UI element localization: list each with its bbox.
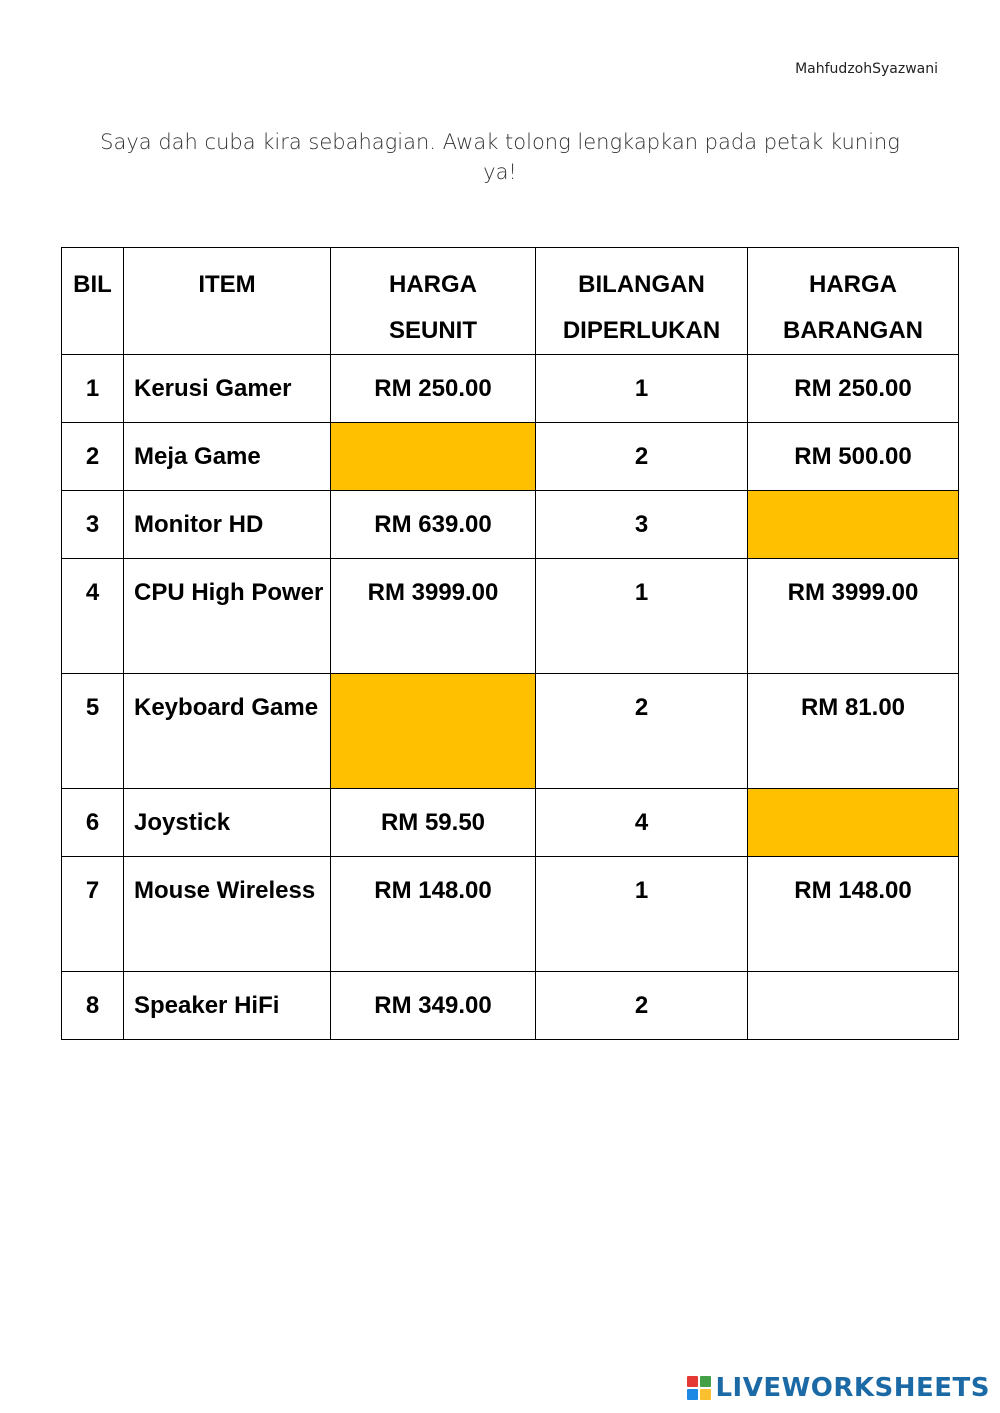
header-item: ITEM xyxy=(124,248,331,355)
cell-bil: 3 xyxy=(62,491,124,559)
cell-bil: 2 xyxy=(62,423,124,491)
cell-bil: 5 xyxy=(62,674,124,789)
logo-square-yellow xyxy=(700,1389,711,1400)
header-harga-barangan: HARGA BARANGAN xyxy=(748,248,959,355)
table-row xyxy=(62,423,959,491)
cell-harga-barangan: RM 3999.00 xyxy=(748,559,959,674)
cell-bil: 4 xyxy=(62,559,124,674)
cell-item: Monitor HD xyxy=(124,491,331,559)
header-bilangan-diperlukan: BILANGAN DIPERLUKAN xyxy=(536,248,748,355)
table-row xyxy=(62,559,959,674)
cell-bilangan: 2 xyxy=(536,674,748,789)
cell-item: Joystick xyxy=(124,789,331,857)
cell-bilangan: 1 xyxy=(536,355,748,423)
table-header-row xyxy=(62,248,959,355)
cell-bilangan: 4 xyxy=(536,789,748,857)
answer-box-harga-seunit[interactable] xyxy=(331,423,536,491)
cell-item: Meja Game xyxy=(124,423,331,491)
cell-harga-seunit: RM 250.00 xyxy=(331,355,536,423)
price-table xyxy=(61,247,959,1040)
cell-harga-seunit: RM 148.00 xyxy=(331,857,536,972)
logo-square-blue xyxy=(687,1389,698,1400)
logo-text: LIVEWORKSHEETS xyxy=(715,1373,990,1403)
answer-box-harga-barangan[interactable] xyxy=(748,491,959,559)
cell-item: CPU High Power xyxy=(124,559,331,674)
cell-harga-seunit: RM 59.50 xyxy=(331,789,536,857)
cell-item: Speaker HiFi xyxy=(124,972,331,1040)
cell-harga-barangan: RM 500.00 xyxy=(748,423,959,491)
header-bil: BIL xyxy=(62,248,124,355)
cell-bilangan: 3 xyxy=(536,491,748,559)
header-harga-seunit: HARGA SEUNIT xyxy=(331,248,536,355)
table-row xyxy=(62,972,959,1040)
instruction-text: Saya dah cuba kira sebahagian. Awak tolong lengkapkan pada petak kuning ya! xyxy=(100,130,900,184)
cell-bilangan: 2 xyxy=(536,423,748,491)
answer-box-harga-barangan[interactable] xyxy=(748,789,959,857)
table-row xyxy=(62,674,959,789)
cell-harga-seunit: RM 349.00 xyxy=(331,972,536,1040)
logo-squares-icon xyxy=(687,1376,711,1400)
cell-harga-barangan: RM 148.00 xyxy=(748,857,959,972)
cell-item: Mouse Wireless xyxy=(124,857,331,972)
cell-harga-seunit: RM 3999.00 xyxy=(331,559,536,674)
logo-square-green xyxy=(700,1376,711,1387)
liveworksheets-logo xyxy=(687,1373,990,1403)
table-row xyxy=(62,355,959,423)
answer-box-harga-seunit[interactable] xyxy=(331,674,536,789)
cell-bil: 1 xyxy=(62,355,124,423)
answer-box-harga-barangan[interactable] xyxy=(748,972,959,1040)
cell-bil: 6 xyxy=(62,789,124,857)
logo-square-red xyxy=(687,1376,698,1387)
cell-harga-barangan: RM 81.00 xyxy=(748,674,959,789)
cell-bil: 8 xyxy=(62,972,124,1040)
author-name: MahfudzohSyazwani xyxy=(795,61,938,77)
cell-item: Keyboard Game xyxy=(124,674,331,789)
cell-bilangan: 1 xyxy=(536,857,748,972)
table-row xyxy=(62,857,959,972)
table-row xyxy=(62,789,959,857)
cell-item: Kerusi Gamer xyxy=(124,355,331,423)
cell-harga-seunit: RM 639.00 xyxy=(331,491,536,559)
table-row xyxy=(62,491,959,559)
cell-bilangan: 1 xyxy=(536,559,748,674)
cell-bil: 7 xyxy=(62,857,124,972)
cell-bilangan: 2 xyxy=(536,972,748,1040)
cell-harga-barangan: RM 250.00 xyxy=(748,355,959,423)
